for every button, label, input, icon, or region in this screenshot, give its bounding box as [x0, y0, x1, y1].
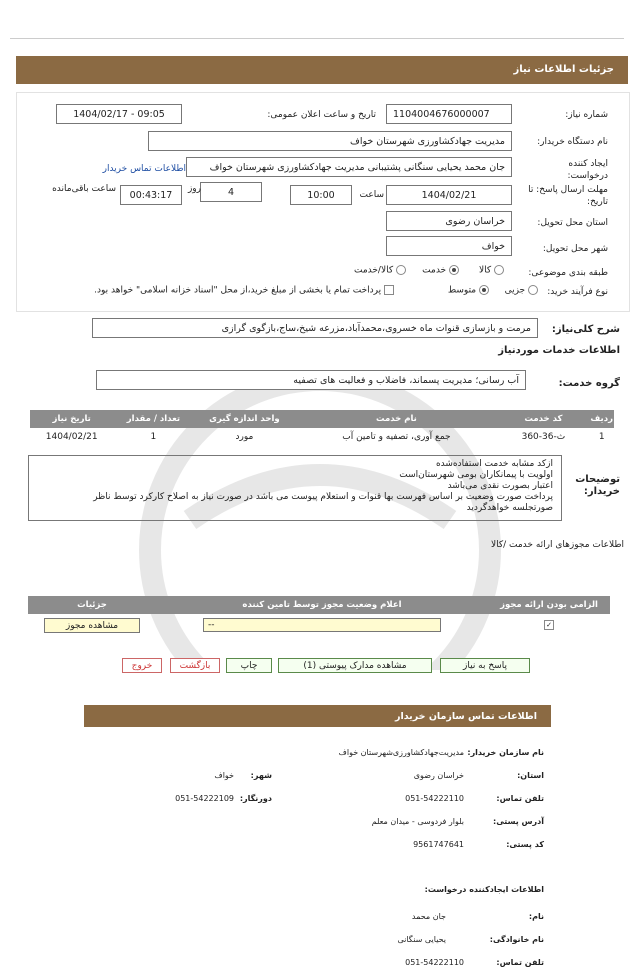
- category-both-option[interactable]: [354, 265, 406, 276]
- services-table-header: [30, 410, 614, 428]
- payment-note: پرداخت تمام یا بخشی از مبلغ خرید،از محل "اسناد خزانه اسلامی" خواهد بود.: [94, 285, 382, 296]
- buyer-notes-box: [28, 455, 562, 521]
- deadline-label: مهلت ارسال پاسخ: تا تاریخ:: [528, 185, 608, 207]
- category-goods-option[interactable]: [479, 265, 504, 276]
- licenses-table: [28, 596, 610, 636]
- category-service-option[interactable]: [422, 265, 459, 276]
- contact-postal-value: 9561747641: [413, 840, 464, 849]
- contact-province-label: استان:: [517, 771, 544, 780]
- remaining-time-field: 00:43:17: [120, 185, 182, 205]
- announce-field: 1404/02/17 - 09:05: [56, 104, 182, 124]
- cell-qty: 1: [150, 432, 157, 442]
- col-unit: واحد اندازه گیری: [193, 410, 295, 428]
- back-button[interactable]: بازگشت: [170, 658, 220, 673]
- contact-address-label: آدرس پستی:: [493, 817, 544, 826]
- note-line: اعتبار بصورت نقدی می‌باشد: [447, 481, 553, 491]
- creator-last-name-value: یحیایی سنگانی: [397, 935, 446, 944]
- view-license-button[interactable]: مشاهده مجوز: [44, 618, 140, 633]
- days-field: 4: [200, 182, 262, 202]
- small-radio[interactable]: [528, 285, 538, 295]
- required-checkbox[interactable]: ✓: [544, 620, 554, 630]
- creator-phone-value: 051-54222110: [405, 958, 464, 967]
- creator-first-name-label: نام:: [528, 912, 544, 921]
- contact-city-label: شهر:: [250, 771, 272, 780]
- cell-unit: مورد: [235, 432, 254, 442]
- service-option-label: خدمت: [422, 265, 447, 276]
- contact-title: اطلاعات تماس سازمان خریدار: [394, 711, 537, 722]
- cell-row: 1: [598, 432, 605, 442]
- need-number-field: 1104004676000007: [386, 104, 512, 124]
- col-qty: تعداد / مقدار: [113, 410, 193, 428]
- summary-label: شرح کلی‌نیاز:: [551, 324, 620, 335]
- both-option-label: کالا/خدمت: [353, 265, 394, 276]
- contact-org-label: نام سازمان خریدار:: [467, 748, 544, 757]
- cell-name: جمع آوری، تصفیه و تامین آب: [342, 432, 451, 442]
- cell-status: [156, 614, 488, 636]
- buyer-notes-label: توضیحات خریدار:: [575, 474, 620, 497]
- cell-details: [28, 614, 156, 636]
- creator-last-name-label: نام خانوادگی:: [489, 935, 544, 944]
- process-label: نوع فرآیند خرید:: [547, 287, 608, 297]
- services-table: [30, 410, 614, 446]
- process-medium-option[interactable]: [448, 285, 489, 296]
- col-name: نام خدمت: [295, 410, 497, 428]
- col-status: اعلام وضعیت مجوز توسط تامین کننده: [156, 596, 488, 614]
- licenses-section-title: اطلاعات مجوزهای ارائه خدمت /کالا: [490, 540, 624, 550]
- col-required: الزامی بودن ارائه مجوز: [488, 596, 610, 614]
- creator-label: ایجاد کننده درخواست:: [567, 159, 608, 181]
- city-field: خواف: [386, 236, 512, 256]
- creator-field: جان محمد یحیایی سنگانی پشتیبانی مدیریت جهادکشاورزی شهرستان خواف: [186, 157, 512, 177]
- contact-fax-value: 051-54222109: [175, 794, 234, 803]
- buyer-org-field: مدیریت جهادکشاورزی شهرستان خواف: [148, 131, 512, 151]
- remaining-label: ساعت باقی‌مانده: [52, 184, 116, 194]
- service-group-label: گروه خدمت:: [558, 378, 620, 389]
- note-line: ازکد مشابه خدمت استفاده‌شده: [435, 459, 553, 469]
- col-row: ردیف: [589, 410, 614, 428]
- page-header: [16, 56, 628, 84]
- payment-checkbox[interactable]: [384, 285, 394, 295]
- contact-org-value: مدیریت‌جهادکشاورزی‌شهرستان خواف: [338, 748, 464, 757]
- deadline-time-field: 10:00: [290, 185, 352, 205]
- table-row: [28, 614, 610, 636]
- exit-button[interactable]: خروج: [122, 658, 162, 673]
- contact-fax-label: دورنگار:: [239, 794, 272, 803]
- top-divider: [10, 38, 624, 39]
- col-code: کد خدمت: [497, 410, 589, 428]
- cell-required: [488, 614, 610, 636]
- col-details: جزئیات: [28, 596, 156, 614]
- contact-header: [84, 705, 551, 727]
- service-radio[interactable]: [449, 265, 459, 275]
- license-status-field[interactable]: --: [203, 618, 441, 632]
- page-title: جزئیات اطلاعات نیاز: [513, 64, 614, 75]
- note-line: صورتجلسه خواهدگردید: [466, 503, 553, 513]
- service-group-field: آب رسانی؛ مدیریت پسماند، فاضلاب و فعالیت های تصفیه: [96, 370, 526, 390]
- medium-option-label: متوسط: [447, 285, 477, 296]
- creator-info-title: اطلاعات ایجادکننده درخواست:: [424, 885, 544, 894]
- payment-option[interactable]: [94, 285, 394, 296]
- col-date: تاریخ نیاز: [30, 410, 113, 428]
- creator-first-name-value: جان محمد: [411, 912, 446, 921]
- medium-radio[interactable]: [479, 285, 489, 295]
- summary-field: مرمت و بازسازی قنوات ماه خسروی،محمدآباد،مزرعه شیخ،ساج،بازگوی گرازی: [92, 318, 538, 338]
- services-section-title: اطلاعات خدمات موردنیاز: [498, 345, 620, 356]
- buyer-contact-link[interactable]: اطلاعات تماس خریدار: [102, 164, 186, 174]
- attachments-button[interactable]: مشاهده مدارک پیوستی (1): [278, 658, 432, 673]
- category-label: طبقه بندی موضوعی:: [528, 268, 608, 278]
- time-label: ساعت: [359, 190, 384, 200]
- creator-phone-label: تلفن تماس:: [496, 958, 544, 967]
- goods-option-label: کالا: [478, 265, 492, 276]
- days-label: روز: [187, 184, 201, 194]
- both-radio[interactable]: [396, 265, 406, 275]
- contact-postal-label: کد پستی:: [506, 840, 544, 849]
- province-label: استان محل تحویل:: [537, 218, 608, 228]
- cell-date: 1404/02/21: [45, 432, 98, 442]
- deadline-date-field: 1404/02/21: [386, 185, 512, 205]
- contact-address-value: بلوار فردوسی - میدان معلم: [371, 817, 464, 826]
- need-number-label: شماره نیاز:: [565, 110, 608, 120]
- contact-phone-value: 051-54222110: [405, 794, 464, 803]
- reply-button[interactable]: پاسخ به نیاز: [440, 658, 530, 673]
- table-row: [30, 428, 614, 446]
- small-option-label: جزیی: [504, 285, 526, 296]
- goods-radio[interactable]: [494, 265, 504, 275]
- contact-province-value: خراسان رضوی: [413, 771, 464, 780]
- announce-label: تاریخ و ساعت اعلان عمومی:: [267, 110, 376, 120]
- cell-code: ث-36-360: [521, 432, 566, 442]
- licenses-table-header: [28, 596, 610, 614]
- contact-phone-label: تلفن تماس:: [496, 794, 544, 803]
- province-field: خراسان رضوی: [386, 211, 512, 231]
- print-button[interactable]: چاپ: [226, 658, 272, 673]
- city-label: شهر محل تحویل:: [542, 244, 608, 254]
- note-line: پرداخت صورت وضعیت بر اساس فهرست بها قنوات و استعلام پیوست می باشد در صورت نیاز به اصلاح کارکرد توسط ناظر: [93, 492, 553, 502]
- process-small-option[interactable]: [505, 285, 538, 296]
- contact-city-value: خواف: [214, 771, 234, 780]
- note-line: اولویت با پیمانکاران بومی شهرستان‌است: [399, 470, 553, 480]
- buyer-org-label: نام دستگاه خریدار:: [537, 137, 608, 147]
